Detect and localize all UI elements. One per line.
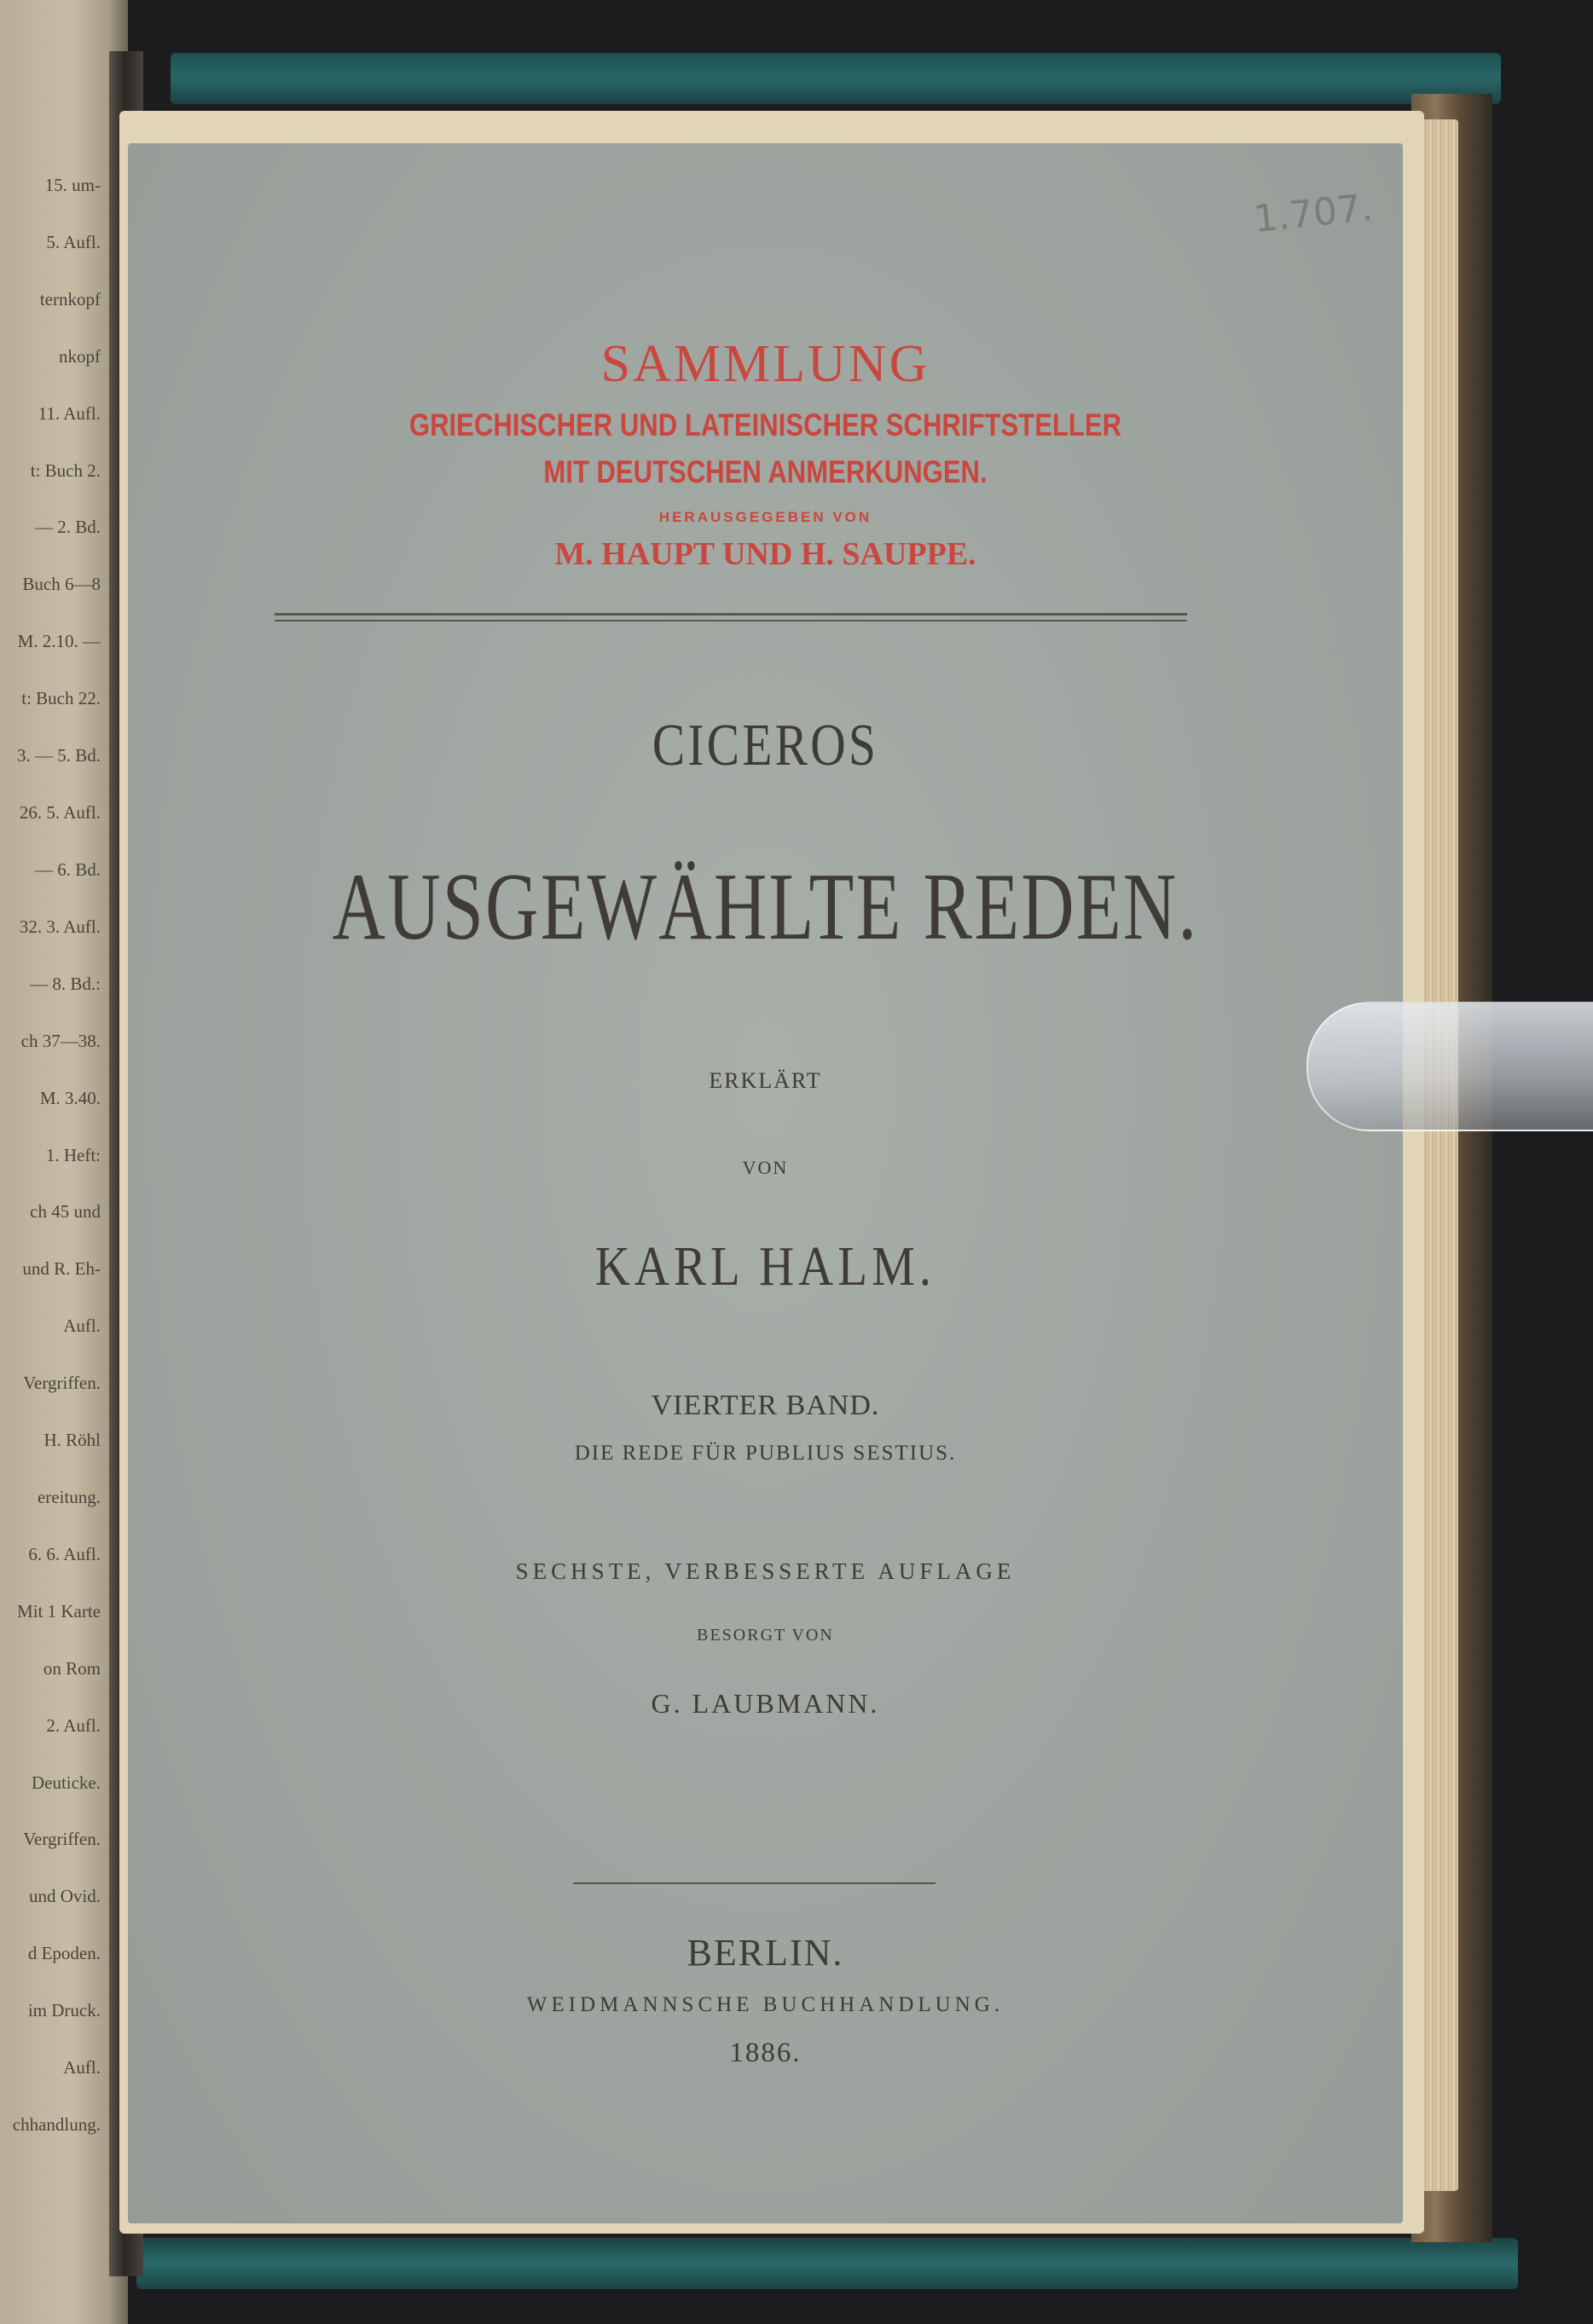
left-page-fragment: — 6. Bd. — [34, 858, 101, 880]
left-page-fragment: Vergriffen. — [23, 1829, 101, 1850]
left-page-fragment: Deuticke. — [31, 1772, 101, 1793]
left-page-fragment: ternkopf — [39, 288, 101, 309]
left-page-fragment: 6. 6. Aufl. — [28, 1543, 101, 1564]
left-page-fragment: nkopf — [59, 345, 101, 367]
left-page-fragment: 32. 3. Aufl. — [19, 916, 101, 937]
left-page-fragment: Mit 1 Karte — [17, 1600, 101, 1622]
left-page-fragment: 15. um- — [44, 175, 101, 195]
left-page-fragment: Aufl. — [63, 2057, 101, 2078]
left-page-fragment: H. Röhl — [43, 1430, 101, 1451]
binding-cloth-bottom — [136, 2238, 1518, 2289]
imprint-city: BERLIN. — [686, 1932, 844, 1974]
explained-label: ERKLÄRT — [709, 1068, 822, 1093]
left-page-fragment: Vergriffen. — [23, 1373, 101, 1394]
by-label: VON — [742, 1157, 789, 1178]
left-page-fragment: Buch 6—8 — [22, 574, 101, 595]
left-page-fragment: t: Buch 22. — [21, 688, 101, 709]
left-page-fragment: — 2. Bd. — [34, 517, 101, 538]
left-page-fragment: 2. Aufl. — [46, 1714, 101, 1736]
imprint-publisher: WEIDMANNSCHE BUCHHANDLUNG. — [526, 1993, 1005, 2016]
left-page-fragment: 5. Aufl. — [46, 231, 101, 252]
series-line-2: MIT DEUTSCHEN ANMERKUNGEN. — [543, 454, 988, 489]
edition-editor: G. LAUBMANN. — [651, 1688, 880, 1719]
imprint-rule — [573, 1882, 936, 1884]
edition-by: BESORGT VON — [697, 1626, 834, 1645]
edition-line: SECHSTE, VERBESSERTE AUFLAGE — [515, 1558, 1016, 1584]
volume-number: VIERTER BAND. — [651, 1390, 880, 1421]
handwritten-shelfmark: 1.707. — [1251, 185, 1376, 242]
left-page-fragment: d Epoden. — [27, 1943, 101, 1964]
left-page-fragment: und Ovid. — [29, 1886, 101, 1907]
left-page-fragment: ereitung. — [37, 1486, 101, 1507]
left-page-fragment: 1. Heft: — [45, 1144, 101, 1165]
left-page-fragment: und R. Eh- — [22, 1258, 101, 1280]
series-line-1: GRIECHISCHER UND LATEINISCHER SCHRIFTSTELLER — [408, 408, 1122, 442]
series-editors: M. HAUPT UND H. SAUPPE. — [554, 536, 976, 572]
left-page-fragment: ch 45 und — [30, 1201, 101, 1223]
series-title: SAMMLUNG — [600, 335, 930, 393]
left-page-fragment: t: Buch 2. — [30, 460, 101, 481]
series-editors-intro: HERAUSGEGEBEN VON — [658, 509, 872, 525]
left-page-fragment: 11. Aufl. — [38, 402, 101, 424]
left-page-fragment: M. 3.40. — [39, 1087, 101, 1108]
main-title: AUSGEWÄHLTE REDEN. — [332, 854, 1199, 960]
left-page-fragment: M. 2.10. — — [17, 631, 101, 652]
page-marker[interactable] — [1306, 1002, 1593, 1131]
double-rule-bottom — [275, 620, 1187, 621]
left-page-fragment: chhandlung. — [12, 2114, 101, 2135]
author-name: KARL HALM. — [594, 1235, 936, 1298]
double-rule-top — [275, 613, 1187, 616]
volume-subtitle: DIE REDE FÜR PUBLIUS SESTIUS. — [574, 1442, 957, 1465]
binding-cloth-top — [171, 53, 1501, 104]
left-page-fragment: — 8. Bd.: — [30, 973, 101, 994]
left-page-fragment: on Rom — [43, 1657, 101, 1679]
left-page-fragment: 26. 5. Aufl. — [19, 802, 101, 824]
author-genitive: CICEROS — [652, 713, 879, 778]
left-page-fragment: 3. — 5. Bd. — [16, 745, 101, 766]
left-page-fragment: im Druck. — [27, 2000, 101, 2021]
left-page-fragment: Aufl. — [63, 1315, 101, 1337]
left-page-fragment: ch 37—38. — [20, 1030, 101, 1051]
imprint-year: 1886. — [729, 2038, 802, 2068]
